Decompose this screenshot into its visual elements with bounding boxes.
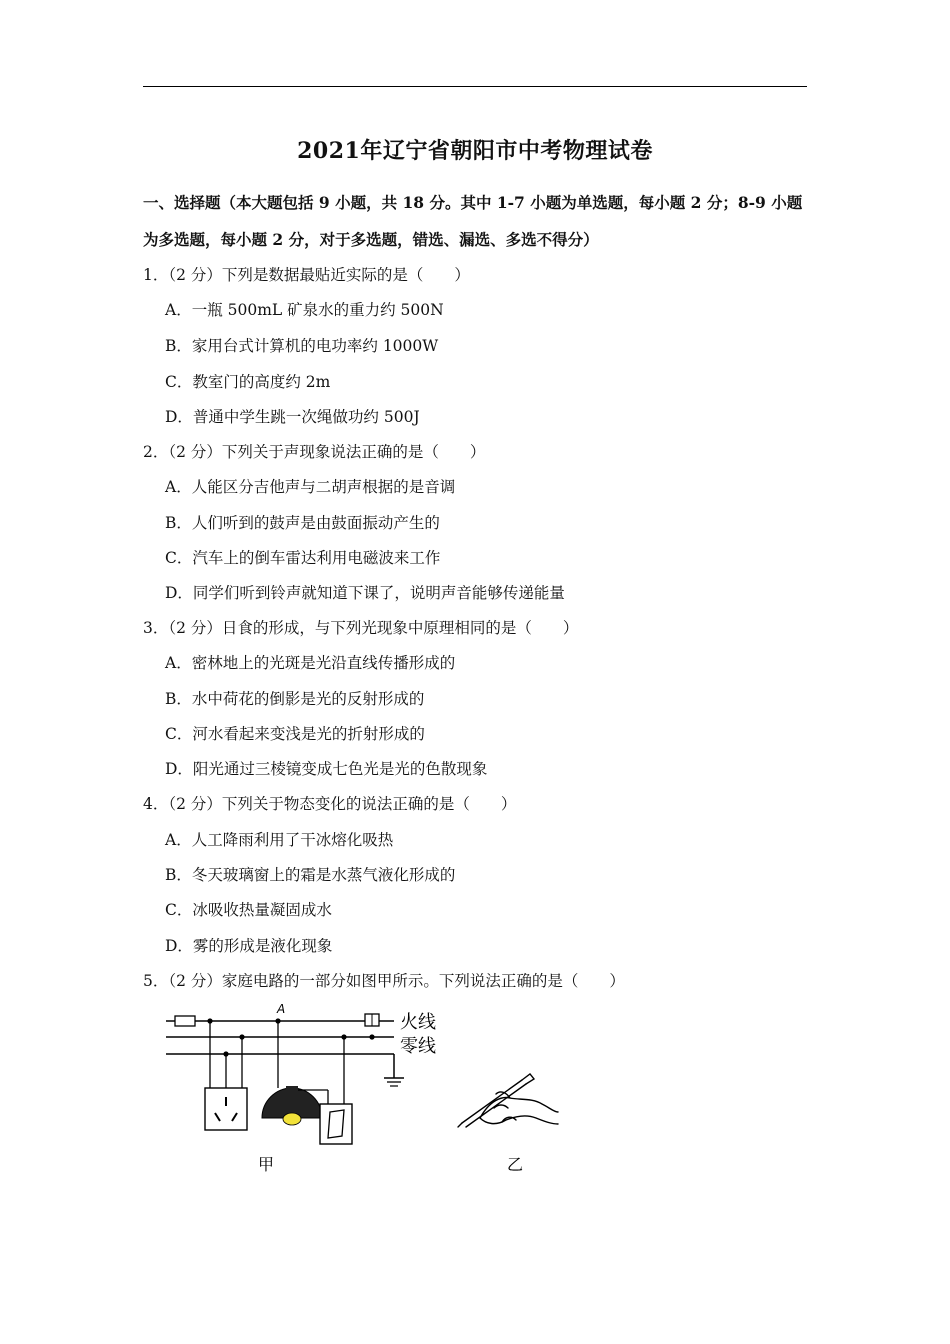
question-5-stem: 5．（2 分）家庭电路的一部分如图甲所示。下列说法正确的是（ ） [143,972,625,990]
point-a-label: A [277,1002,286,1016]
section-heading-line1: 一、选择题（本大题包括 9 小题，共 18 分。其中 1-7 小题为单选题，每小题 2 分；8-9 小题 [143,193,803,212]
caption-jia: 甲 [258,1155,275,1174]
question-2-option-a: A．人能区分吉他声与二胡声根据的是音调 [165,478,456,496]
question-3-stem: 3．（2 分）日食的形成，与下列光现象中原理相同的是（ ） [143,619,579,637]
question-4-option-c: C．冰吸收热量凝固成水 [165,901,332,919]
socket-icon [205,1088,247,1130]
hand-with-test-pen-icon [458,1074,558,1127]
question-1-option-b: B．家用台式计算机的电功率约 1000W [165,337,439,355]
question-4-option-b: B．冬天玻璃窗上的霜是水蒸气液化形成的 [165,866,456,884]
bulb-icon [283,1113,301,1125]
question-1-option-a: A．一瓶 500mL 矿泉水的重力约 500N [165,301,444,319]
question-1-option-c: C．教室门的高度约 2m [165,373,331,391]
page-title: 2021年辽宁省朝阳市中考物理试卷 [297,138,653,164]
question-3-option-a: A．密林地上的光斑是光沿直线传播形成的 [165,654,456,672]
question-3-option-b: B．水中荷花的倒影是光的反射形成的 [165,690,425,708]
caption-yi: 乙 [507,1155,524,1174]
live-wire-label: 火线 [400,1012,436,1033]
neutral-wire-label: 零线 [400,1036,436,1057]
question-4-option-d: D．雾的形成是液化现象 [165,937,333,955]
question-5-figure [150,1000,590,1190]
section-heading-line2: 为多选题，每小题 2 分，对于多选题，错选、漏选、多选不得分） [143,230,599,249]
question-3-option-c: C．河水看起来变浅是光的折射形成的 [165,725,425,743]
question-3-option-d: D．阳光通过三棱镜变成七色光是光的色散现象 [165,760,488,778]
circuit-diagram [150,1000,590,1190]
question-2-option-c: C．汽车上的倒车雷达利用电磁波来工作 [165,549,441,567]
header-rule [143,86,807,87]
question-4-stem: 4．（2 分）下列关于物态变化的说法正确的是（ ） [143,795,517,813]
question-2-stem: 2．（2 分）下列关于声现象说法正确的是（ ） [143,443,486,461]
question-4-option-a: A．人工降雨利用了干冰熔化吸热 [165,831,394,849]
question-2-option-d: D．同学们听到铃声就知道下课了，说明声音能够传递能量 [165,584,565,602]
fuse-icon [175,1016,195,1026]
question-1-stem: 1．（2 分）下列是数据最贴近实际的是（ ） [143,266,470,284]
question-2-option-b: B．人们听到的鼓声是由鼓面振动产生的 [165,514,440,532]
question-1-option-d: D．普通中学生跳一次绳做功约 500J [165,408,420,426]
